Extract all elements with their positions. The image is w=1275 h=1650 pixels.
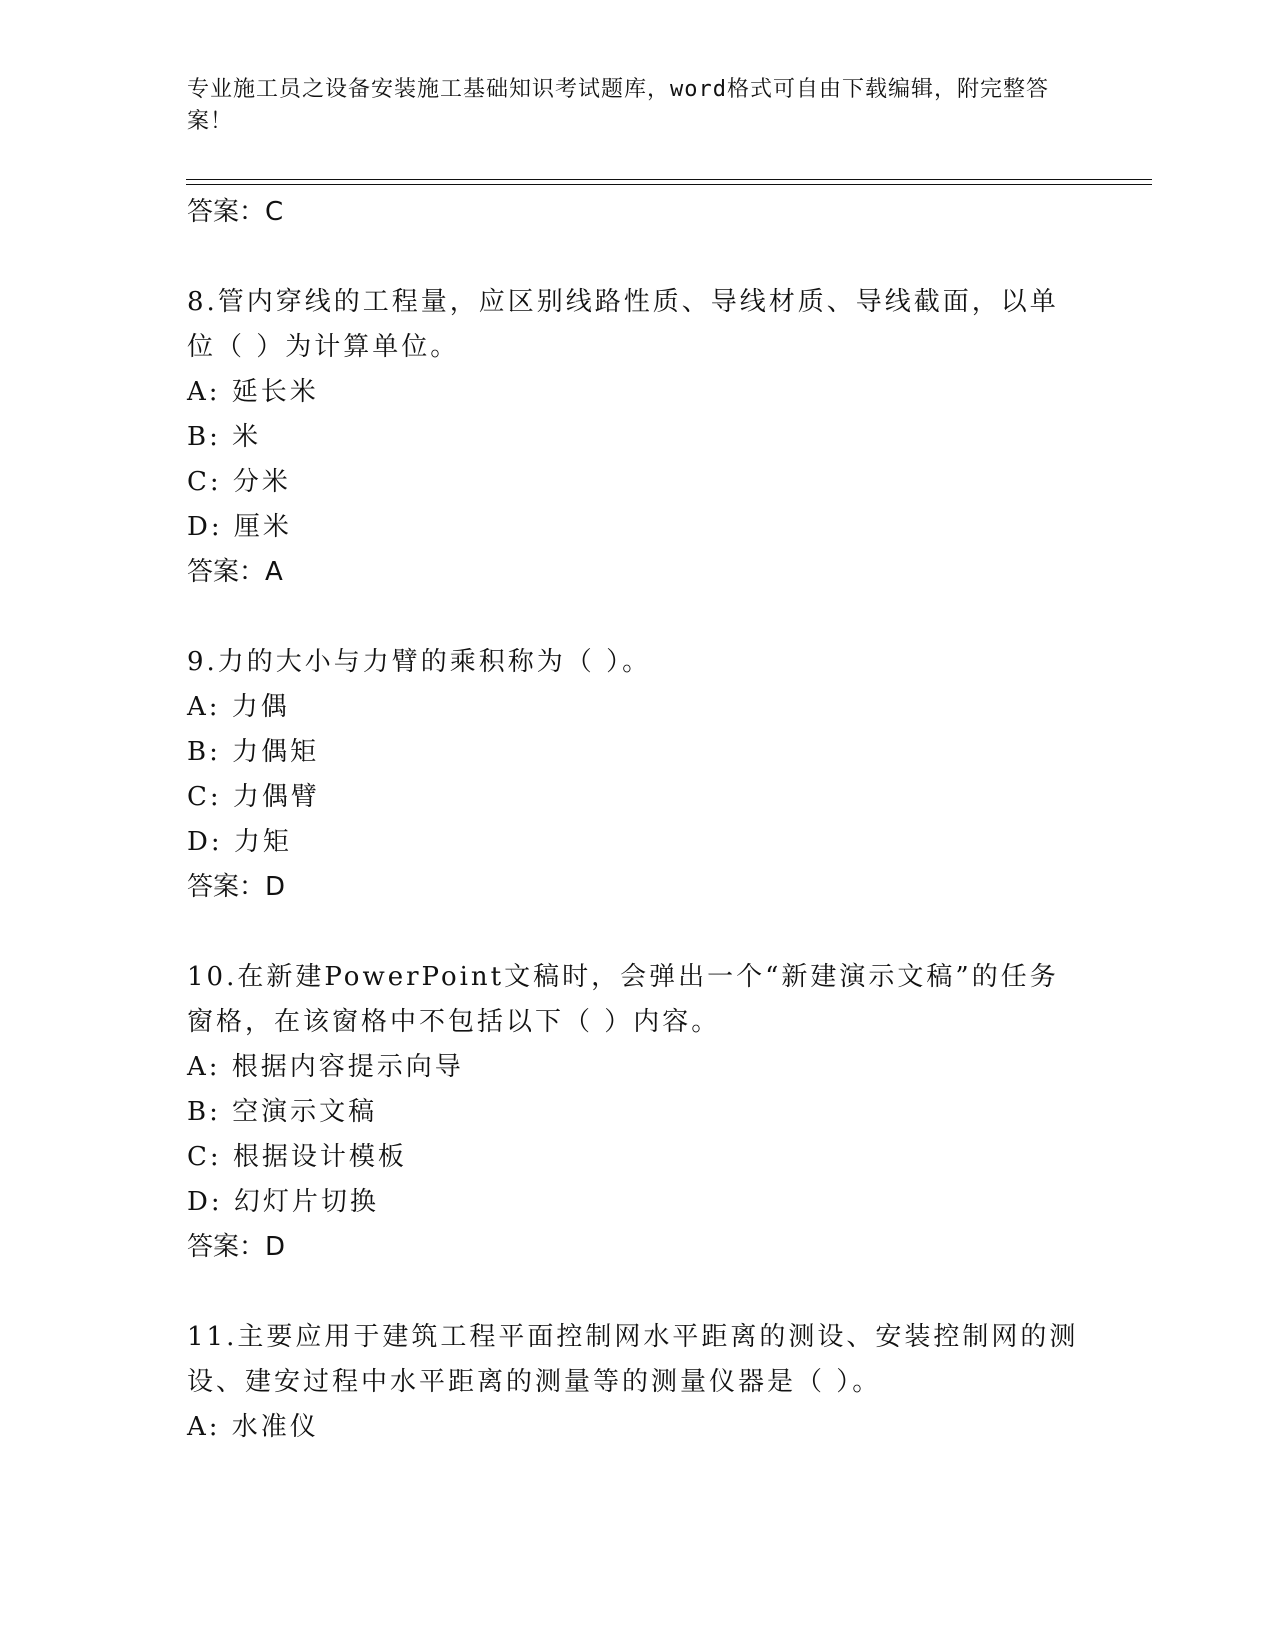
option-d: D: 厘米 <box>187 512 292 542</box>
header-divider-bottom <box>186 184 1152 185</box>
option-a: A: 力偶 <box>187 692 290 722</box>
question-10 <box>187 955 1087 1270</box>
option-a: A: 根据内容提示向导 <box>187 1052 464 1082</box>
question-text: 9.力的大小与力臂的乘积称为（ ）。 <box>187 647 652 677</box>
option-d: D: 力矩 <box>187 827 292 857</box>
answer-line: 答案：C <box>187 197 284 227</box>
option-c: C: 力偶臂 <box>187 782 320 812</box>
answer-line: 答案：D <box>187 1232 286 1262</box>
document-body <box>187 190 1087 1450</box>
header-divider-top <box>186 179 1152 180</box>
question-9 <box>187 640 1087 910</box>
question-11 <box>187 1315 1087 1450</box>
option-b: B: 力偶矩 <box>187 737 320 767</box>
question-text: 10.在新建PowerPoint文稿时，会弹出一个“新建演示文稿”的任务窗格，在该窗格中不包括以下（ ）内容。 <box>187 962 1059 1037</box>
answer-line: 答案：A <box>187 557 283 587</box>
answer-line: 答案：D <box>187 872 286 902</box>
option-b: B: 米 <box>187 422 262 452</box>
question-text: 8.管内穿线的工程量，应区别线路性质、导线材质、导线截面，以单位（ ）为计算单位。 <box>187 287 1059 362</box>
document-header: 专业施工员之设备安装施工基础知识考试题库，word格式可自由下载编辑，附完整答案！ <box>187 77 1049 134</box>
option-b: B: 空演示文稿 <box>187 1097 378 1127</box>
option-a: A: 水准仪 <box>187 1412 319 1442</box>
option-d: D: 幻灯片切换 <box>187 1187 379 1217</box>
question-text: 11.主要应用于建筑工程平面控制网水平距离的测设、安装控制网的测设、建安过程中水平距离的测量等的测量仪器是（ ）。 <box>187 1322 1079 1397</box>
question-8 <box>187 280 1087 595</box>
option-a: A: 延长米 <box>187 377 319 407</box>
option-c: C: 分米 <box>187 467 291 497</box>
option-c: C: 根据设计模板 <box>187 1142 407 1172</box>
